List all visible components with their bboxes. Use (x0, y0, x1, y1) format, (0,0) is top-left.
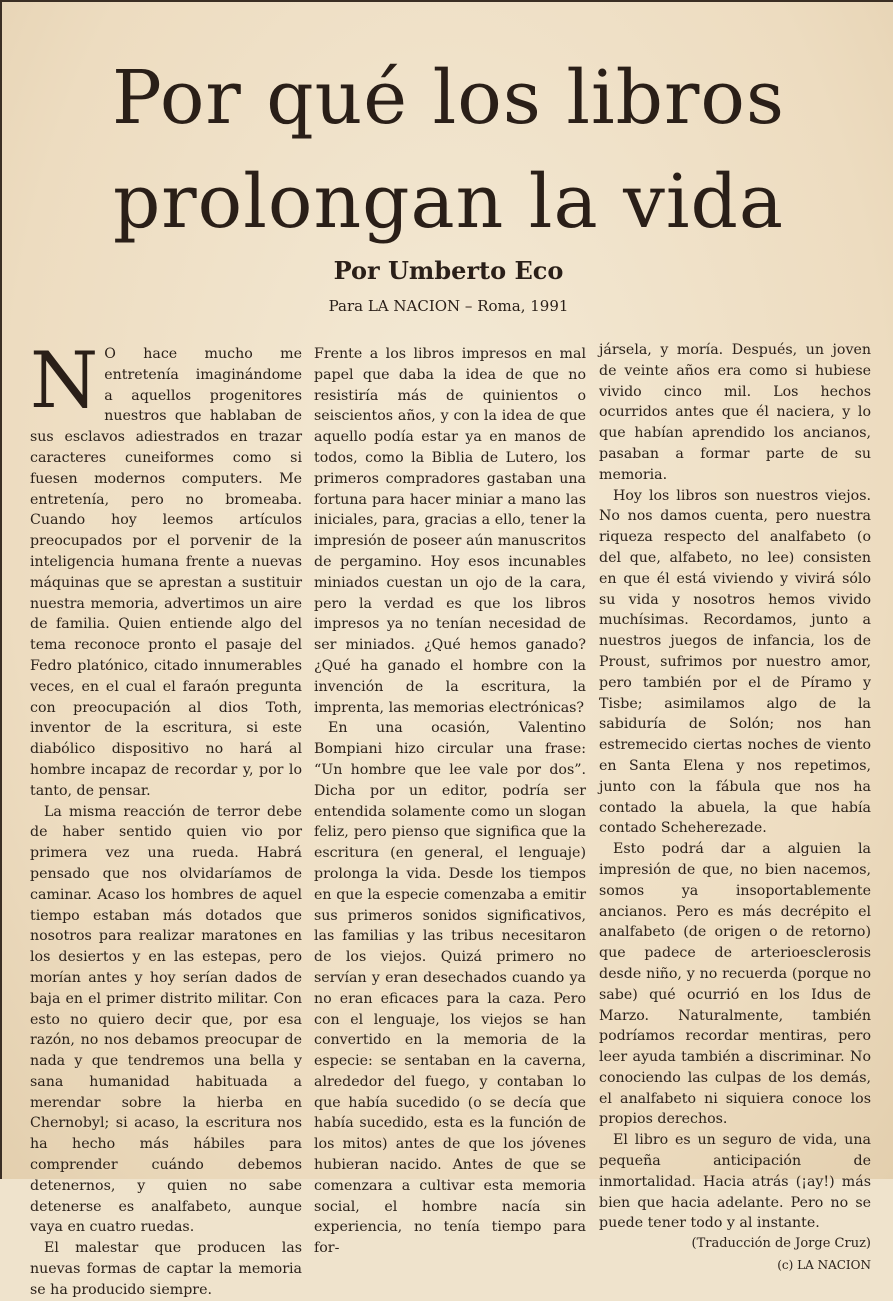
article-title (2, 46, 893, 254)
paragraph: Frente a los libros impresos en mal papel que daba la idea de que no resistiría más de quinientos o seiscientos años, y con la idea de que aquello podía estar ya en manos de todos, como la Biblia de Lutero, los primeros compradores gastaban una fortuna para hacer miniar a mano las iniciales, para, gracias a ello, tener la impresión de poseer aún manuscritos de pergamino. Hoy esos incunables miniados cuestan un ojo de la cara, pero la verdad es que los libros impresos ya no tenían necesidad de ser miniados. ¿Qué hemos ganado? ¿Qué ha ganado el hombre con la invención de la escritura, la imprenta, las memorias electrónicas? (314, 346, 586, 716)
paragraph: El malestar que producen las nuevas formas de captar la memoria se ha producido siempre. (30, 1240, 302, 1298)
paragraph (30, 336, 302, 802)
article-column-1 (30, 336, 302, 1301)
paragraph: Hoy los libros son nuestros viejos. No nos damos cuenta, pero nuestra riqueza respecto del analfabeto (o del que, alfabeto, no lee) consisten en que él está viviendo y vivirá sólo su vida y nosotros hemos vivido muchísimas. Recordamos, junto a nuestros juegos de infancia, los de Proust, sufrimos por nuestro amor, pero también por el de Píramo y Tisbe; asimilamos algo de la sabiduría de Solón; nos han estremecido ciertas noches de viento en Santa Elena y nos repetimos, junto con la fábula que nos ha contado la abuela, la que había contado Scheherezade. (599, 487, 871, 837)
paragraph: La misma reacción de terror debe de haber sentido quien vio por primera vez una rueda. Habrá pensado que nos olvidaríamos de caminar. Acaso los hombres de aquel tiempo estaban más dotados que nosotros para realizar maratones en los desiertos y en las estepas, pero morían antes y hoy serían dados de baja en el primer distrito militar. Con esto no quiero decir que, por esa razón, no nos debamos preocupar de nada y que tendremos una bella y sana humanidad habituada a merendar sobre la hierba en Chernobyl; si acaso, la escritura nos ha hecho más hábiles para comprender cuándo debemos detenernos, y quien no sabe detenerse es analfabeto, aunque vaya en cuatro ruedas. (30, 803, 302, 1236)
paragraph: Esto podrá dar a alguien la impresión de que, no bien nacemos, somos ya insoportablemente ancianos. Pero es más decrépito el analfabeto (de origen o de retorno) que padece de arterioesclerosis desde niño, y no recuerda (porque no sabe) qué ocurrió en los Idus de Marzo. Naturalmente, también podríamos recordar mentiras, pero leer ayuda también a discriminar. No conociendo las culpas de los demás, el analfabeto ni siquiera conoce los propios derechos. (599, 841, 871, 1128)
byline: Por Umberto Eco (333, 256, 564, 285)
paragraph: El libro es un seguro de vida, una pequeña anticipación de inmortalidad. Hacia atrás (¡ay!) más bien que hacia adelante. Pero no se puede tener todo y al instante. (599, 1132, 871, 1232)
copyright-notice: (c) LA NACION (777, 1258, 871, 1273)
paragraph: En una ocasión, Valentino Bompiani hizo circular una frase: “Un hombre que lee vale por dos”. Dicha por un editor, podría ser entendida solamente como un slogan feliz, pero pienso que significa que la escritura (en general, el lenguaje) prolonga la vida. Desde los tiempos en que la especie comenzaba a emitir sus primeros sonidos significativos, las familias y las tribus necesitaron de los viejos. Quizá primero no servían y eran desechados cuando ya no eran eficaces para la caza. Pero con el lenguaje, los viejos se han convertido en la memoria de la especie: se sentaban en la caverna, alrededor del fuego, y contaban lo que había sucedido (o se decía que había sucedido, esta es la función de los mitos) antes de que los jóvenes hubieran nacido. Antes de que se comenzara a cultivar esta memoria social, el hombre nacía sin experiencia, no tenía tiempo para for- (314, 720, 586, 1257)
paragraph-text: O hace mucho me entretenía imaginándome a aquellos progenitores nuestros que hablaban de sus esclavos adiestrados en trazar caracteres cuneiformes como si fuesen modernos computers. Me entretenía, pero no bromeaba. Cuando hoy leemos artículos preocupados por el porvenir de la inteligencia humana frente a nuevas máquinas que se aprestan a sustituir nuestra memoria, advertimos un aire de familia. Quien entiende algo del tema reconoce pronto el pasaje del Fedro platónico, citado innumerables veces, en el cual el faraón pregunta con preocupación al dios Toth, inventor de la escritura, si este diabólico dispositivo no hará al hombre incapaz de recordar y, por lo tanto, de pensar. (30, 346, 302, 799)
title-line-2: prolongan la vida (112, 159, 785, 245)
dateline: Para LA NACION – Roma, 1991 (328, 297, 569, 315)
article-column-2 (314, 344, 586, 1259)
paragraph: jársela, y moría. Después, un joven de veinte años era como si hubiese vivido cinco mil. Los hechos ocurridos antes que él naciera, y lo que habían aprendido los ancianos, pasaban a formar parte de su memoria. (599, 342, 871, 483)
title-line-1: Por qué los libros (112, 55, 785, 141)
drop-cap: N (30, 336, 99, 426)
article-column-3 (599, 340, 871, 1276)
translation-credit: (Traducción de Jorge Cruz) (691, 1236, 871, 1252)
